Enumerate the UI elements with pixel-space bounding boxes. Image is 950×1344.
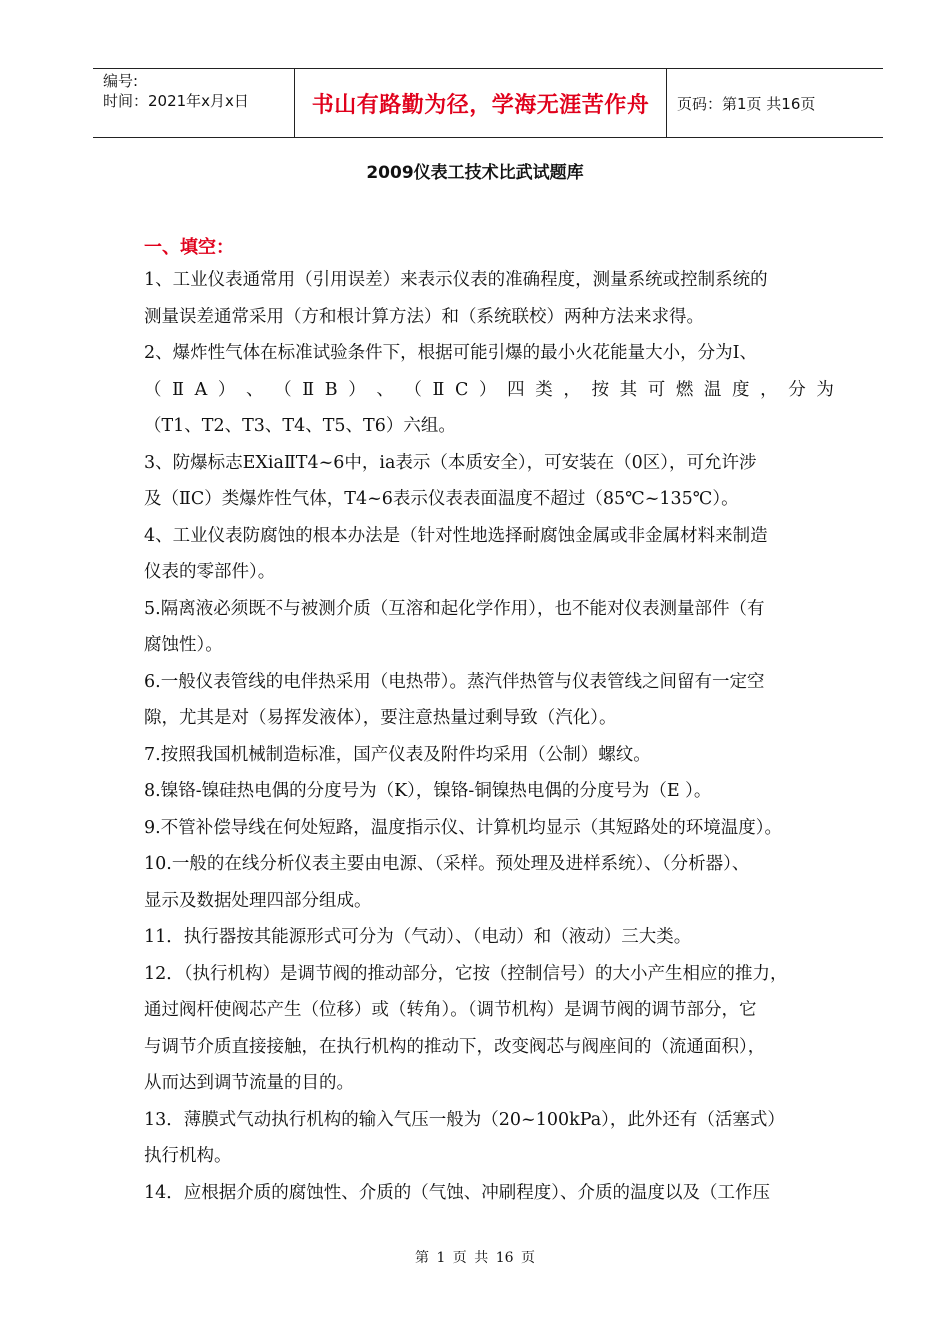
glyph: 分	[788, 379, 806, 400]
text-line-justified	[144, 372, 834, 409]
text-line: 7.按照我国机械制造标准，国产仪表及附件均采用（公制）螺纹。	[144, 744, 651, 765]
text-line: 3、防爆标志EXiaⅡT4~6中，ia表示（本质安全），可安装在（0区），可允许涉	[144, 452, 757, 473]
text-line: 测量误差通常采用（方和根计算方法）和（系统联校）两种方法来求得。	[144, 306, 704, 327]
glyph: B	[324, 379, 338, 400]
glyph: （	[144, 379, 162, 400]
glyph: 燃	[675, 379, 694, 400]
glyph: 为	[816, 379, 834, 400]
glyph: 按	[591, 379, 609, 400]
header-page-cell	[667, 69, 883, 137]
text-line: 9.不管补偿导线在何处短路，温度指示仪、计算机均显示（其短路处的环境温度）。	[144, 817, 782, 838]
glyph: ，	[563, 379, 581, 400]
section-heading: 一、填空：	[144, 237, 234, 258]
text-line: 隙，尤其是对（易挥发液体），要注意热量过剩导致（汽化）。	[144, 708, 617, 728]
text-line: 从而达到调节流量的目的。	[144, 1073, 354, 1093]
text-line: 4、工业仪表防腐蚀的根本办法是（针对性地选择耐腐蚀金属或非金属材料来制造	[144, 525, 768, 546]
page-info: 页码：第1页 共16页	[677, 94, 816, 113]
glyph: Ⅱ	[432, 379, 445, 400]
header-motto-cell	[295, 69, 667, 137]
glyph: ）	[479, 379, 497, 400]
text-line: 2、爆炸性气体在标准试验条件下，根据可能引爆的最小火花能量大小，分为Ⅰ、	[144, 343, 758, 363]
text-line: 腐蚀性）。	[144, 635, 223, 655]
glyph: （	[404, 379, 422, 400]
glyph: （	[274, 379, 292, 400]
header-meta-cell	[93, 69, 295, 137]
text-line: 与调节介质直接接触，在执行机构的推动下，改变阀芯与阀座间的（流通面积），	[144, 1036, 766, 1057]
glyph: Ⅱ	[172, 379, 185, 400]
glyph: ，	[760, 379, 778, 400]
glyph: 温	[703, 379, 722, 400]
time-label: 时间：2021年x月x日	[103, 92, 249, 110]
glyph: Ⅱ	[302, 379, 315, 400]
text-line: 8.镍铬-镍硅热电偶的分度号为（K），镍铬-铜镍热电偶的分度号为（E ）。	[144, 781, 712, 801]
text-line: 13．薄膜式气动执行机构的输入气压一般为（20~100kPa），此外还有（活塞式）	[144, 1109, 785, 1130]
glyph: 类	[535, 379, 553, 400]
text-line: 通过阀杆使阀芯产生（位移）或（转角）。（调节机构）是调节阀的调节部分，它	[144, 1000, 757, 1020]
glyph: 、	[245, 379, 264, 400]
text-line: 5.隔离液必须既不与被测介质（互溶和起化学作用），也不能对仪表测量部件（有	[144, 598, 765, 619]
glyph: 、	[376, 379, 394, 400]
page-header	[93, 68, 883, 138]
document-title: 2009仪表工技术比武试题库	[366, 163, 584, 183]
glyph: 其	[619, 379, 638, 400]
glyph: A	[194, 379, 208, 400]
glyph: 可	[647, 379, 666, 400]
text-line: 仪表的零部件）。	[144, 562, 276, 582]
text-line: 14．应根据介质的腐蚀性、介质的（气蚀、冲刷程度）、介质的温度以及（工作压	[144, 1182, 771, 1203]
glyph: C	[455, 379, 469, 400]
text-line: 11．执行器按其能源形式可分为（气动）、（电动）和（液动）三大类。	[144, 927, 692, 947]
glyph: 四	[507, 379, 525, 400]
text-line: 1、工业仪表通常用（引用误差）来表示仪表的准确程度，测量系统或控制系统的	[144, 270, 768, 290]
text-line: 10.一般的在线分析仪表主要由电源、（采样。预处理及进样系统）、（分析器）、	[144, 854, 750, 874]
text-line: 显示及数据处理四部分组成。	[144, 890, 372, 911]
glyph: 度	[732, 379, 750, 400]
question-body	[144, 262, 834, 1211]
motto-text: 书山有路勤为径，学海无涯苦作舟	[311, 92, 650, 118]
text-line: 6.一般仪表管线的电伴热采用（电热带）。蒸汽伴热管与仪表管线之间留有一定空	[144, 671, 765, 692]
code-label: 编号:	[103, 72, 139, 90]
glyph: ）	[217, 379, 236, 400]
glyph: ）	[348, 379, 366, 400]
text-line: 执行机构。	[144, 1146, 232, 1166]
text-line: （T1、T2、T3、T4、T5、T6）六组。	[144, 416, 456, 436]
text-line: 12．（执行机构）是调节阀的推动部分，它按（控制信号）的大小产生相应的推力，	[144, 963, 788, 984]
text-line: 及（ⅡC）类爆炸性气体，T4~6表示仪表表面温度不超过（85℃~135℃）。	[144, 489, 739, 509]
page-footer: 第 1 页 共 16 页	[415, 1250, 535, 1266]
